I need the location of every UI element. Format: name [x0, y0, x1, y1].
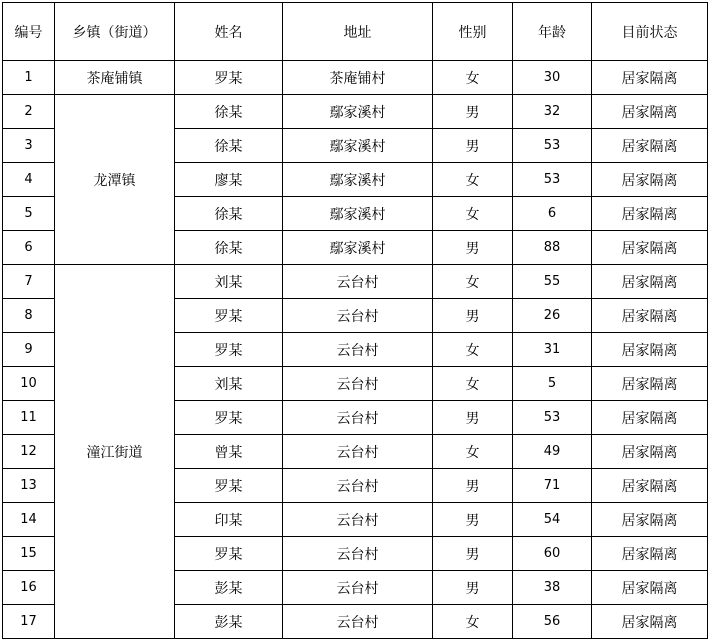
cell-gender: 男 [433, 503, 513, 537]
cell-address: 云台村 [283, 469, 433, 503]
cell-status: 居家隔离 [592, 605, 708, 639]
cell-gender: 女 [433, 197, 513, 231]
header-gender: 性别 [433, 3, 513, 61]
cell-age: 30 [513, 61, 592, 95]
cell-age: 38 [513, 571, 592, 605]
cell-address: 茶庵铺村 [283, 61, 433, 95]
cell-address: 鄢家溪村 [283, 197, 433, 231]
cell-status: 居家隔离 [592, 503, 708, 537]
cell-gender: 女 [433, 265, 513, 299]
case-roster-table [2, 2, 708, 639]
cell-id: 2 [3, 95, 55, 129]
cell-id: 5 [3, 197, 55, 231]
cell-age: 49 [513, 435, 592, 469]
cell-status: 居家隔离 [592, 299, 708, 333]
cell-address: 鄢家溪村 [283, 231, 433, 265]
cell-name: 徐某 [175, 95, 283, 129]
cell-age: 56 [513, 605, 592, 639]
cell-status: 居家隔离 [592, 231, 708, 265]
cell-name: 彭某 [175, 571, 283, 605]
cell-address: 云台村 [283, 265, 433, 299]
cell-gender: 男 [433, 469, 513, 503]
cell-id: 6 [3, 231, 55, 265]
cell-id: 1 [3, 61, 55, 95]
cell-gender: 男 [433, 95, 513, 129]
cell-gender: 男 [433, 129, 513, 163]
cell-gender: 女 [433, 163, 513, 197]
cell-status: 居家隔离 [592, 469, 708, 503]
cell-status: 居家隔离 [592, 95, 708, 129]
cell-gender: 男 [433, 231, 513, 265]
cell-status: 居家隔离 [592, 537, 708, 571]
cell-name: 印某 [175, 503, 283, 537]
table-row [3, 61, 708, 95]
cell-status: 居家隔离 [592, 333, 708, 367]
cell-name: 罗某 [175, 299, 283, 333]
cell-id: 3 [3, 129, 55, 163]
header-id: 编号 [3, 3, 55, 61]
cell-address: 鄢家溪村 [283, 95, 433, 129]
cell-address: 云台村 [283, 435, 433, 469]
cell-address: 云台村 [283, 333, 433, 367]
cell-id: 17 [3, 605, 55, 639]
cell-age: 53 [513, 129, 592, 163]
cell-status: 居家隔离 [592, 61, 708, 95]
cell-address: 云台村 [283, 605, 433, 639]
cell-age: 32 [513, 95, 592, 129]
cell-id: 14 [3, 503, 55, 537]
cell-gender: 女 [433, 333, 513, 367]
cell-age: 55 [513, 265, 592, 299]
cell-gender: 男 [433, 401, 513, 435]
header-township: 乡镇（街道） [55, 3, 175, 61]
cell-name: 罗某 [175, 469, 283, 503]
cell-township: 茶庵铺镇 [55, 61, 175, 95]
cell-name: 曾某 [175, 435, 283, 469]
table-row [3, 265, 708, 299]
cell-name: 罗某 [175, 537, 283, 571]
cell-status: 居家隔离 [592, 571, 708, 605]
cell-gender: 男 [433, 571, 513, 605]
cell-age: 60 [513, 537, 592, 571]
cell-gender: 女 [433, 61, 513, 95]
cell-name: 徐某 [175, 197, 283, 231]
cell-age: 31 [513, 333, 592, 367]
cell-address: 云台村 [283, 367, 433, 401]
cell-gender: 男 [433, 537, 513, 571]
cell-id: 13 [3, 469, 55, 503]
cell-address: 云台村 [283, 299, 433, 333]
header-status: 目前状态 [592, 3, 708, 61]
cell-gender: 女 [433, 435, 513, 469]
cell-name: 刘某 [175, 367, 283, 401]
cell-age: 5 [513, 367, 592, 401]
cell-id: 9 [3, 333, 55, 367]
header-name: 姓名 [175, 3, 283, 61]
cell-id: 16 [3, 571, 55, 605]
cell-gender: 男 [433, 299, 513, 333]
header-row [3, 3, 708, 61]
cell-address: 云台村 [283, 401, 433, 435]
cell-address: 鄢家溪村 [283, 163, 433, 197]
table-body [3, 61, 708, 639]
header-age: 年龄 [513, 3, 592, 61]
cell-township: 龙潭镇 [55, 95, 175, 265]
cell-name: 罗某 [175, 401, 283, 435]
cell-age: 54 [513, 503, 592, 537]
cell-status: 居家隔离 [592, 435, 708, 469]
cell-id: 15 [3, 537, 55, 571]
cell-age: 53 [513, 163, 592, 197]
cell-name: 彭某 [175, 605, 283, 639]
cell-status: 居家隔离 [592, 163, 708, 197]
cell-name: 刘某 [175, 265, 283, 299]
cell-status: 居家隔离 [592, 401, 708, 435]
cell-address: 云台村 [283, 571, 433, 605]
cell-township: 潼江街道 [55, 265, 175, 639]
cell-gender: 女 [433, 367, 513, 401]
cell-id: 11 [3, 401, 55, 435]
cell-age: 88 [513, 231, 592, 265]
cell-name: 廖某 [175, 163, 283, 197]
cell-id: 12 [3, 435, 55, 469]
cell-address: 云台村 [283, 537, 433, 571]
cell-status: 居家隔离 [592, 367, 708, 401]
cell-status: 居家隔离 [592, 197, 708, 231]
cell-id: 4 [3, 163, 55, 197]
cell-name: 徐某 [175, 129, 283, 163]
cell-status: 居家隔离 [592, 265, 708, 299]
cell-gender: 女 [433, 605, 513, 639]
cell-id: 7 [3, 265, 55, 299]
cell-age: 53 [513, 401, 592, 435]
table-row [3, 95, 708, 129]
cell-id: 10 [3, 367, 55, 401]
cell-age: 71 [513, 469, 592, 503]
cell-name: 徐某 [175, 231, 283, 265]
cell-id: 8 [3, 299, 55, 333]
cell-name: 罗某 [175, 333, 283, 367]
cell-address: 鄢家溪村 [283, 129, 433, 163]
header-address: 地址 [283, 3, 433, 61]
cell-address: 云台村 [283, 503, 433, 537]
cell-age: 6 [513, 197, 592, 231]
cell-status: 居家隔离 [592, 129, 708, 163]
cell-name: 罗某 [175, 61, 283, 95]
cell-age: 26 [513, 299, 592, 333]
